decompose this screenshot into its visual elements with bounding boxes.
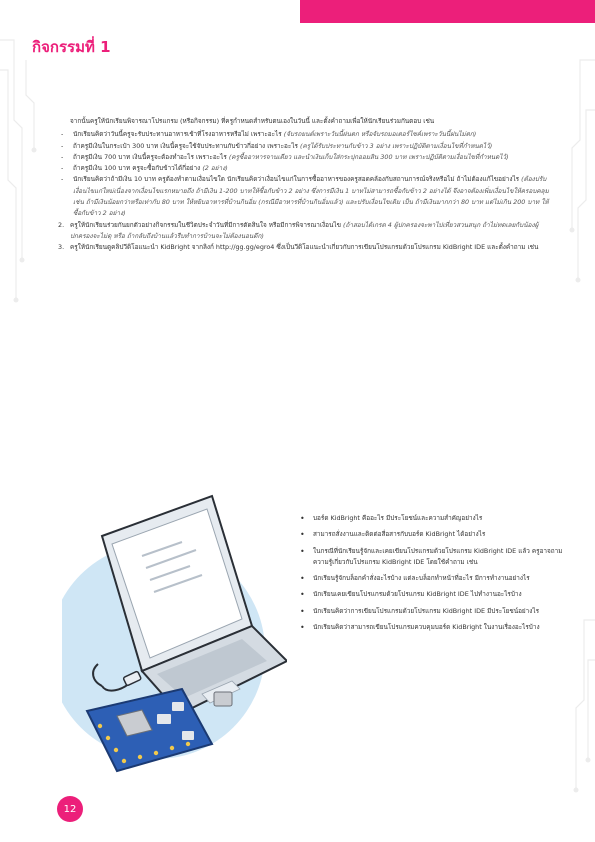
list-item: • ในกรณีที่นักเรียนรู้จักและเคยเขียนโปรแกรมด้วยโปรแกรม KidBright IDE แล้ว ครูอาจถามความรู้เกี่ยวกับโปรแกรม KidBright IDE โดยใช้คำถาม เช่น [298, 546, 564, 569]
page-number: 12 [57, 796, 83, 822]
intro-paragraph: จากนั้นครูให้นักเรียนพิจารณาโปรแกรม (หรือกิจกรรม) ที่ครูกำหนดสำหรับตนเองในวันนี้ และตั้งคำถามเพื่อให้นักเรียนร่วมกันตอบ เช่น [70, 117, 435, 125]
section-text: ครูให้นักเรียนร่วยกันยกตัวอย่างกิจกรรมในชีวิตประจำวันที่มีการตัดสินใจ หรือมีการพิจารณาเงื่อนไข [70, 220, 341, 229]
question-text: ถ้าครูมีเงิน 700 บาท เงินนี้ครูจะต้องทำอะไร เพราะอะไร [73, 152, 227, 161]
section-number: 3. [58, 243, 65, 252]
section-number: 2. [58, 220, 65, 229]
question-text: ถ้าครูมีเงินในกระเป๋า 300 บาท เงินนี้ครูจะใช้จับประทานกับข้าวกี่อย่าง เพราะอะไร [73, 141, 298, 150]
list-item [58, 129, 556, 140]
answer-note: (ครูได้รับประทานกับข้าว 3 อย่าง เพราะปฏิบัติตามเงื่อนไขที่กำหนดไว้) [300, 141, 493, 150]
section-3 [58, 242, 556, 253]
question-text: ถ้าครูมีเงิน 100 บาท ครูจะซื้อกับข้าวได้กี่อย่าง [73, 164, 201, 173]
kidbright-question-list [298, 513, 564, 638]
list-item: • บอร์ด KidBright คืออะไร มีประโยชน์และความสำคัญอย่างไร [298, 513, 564, 524]
page-title: กิจกรรมที่ 1 [32, 38, 111, 56]
list-item [58, 152, 556, 163]
answer-note: (2 อย่าง) [202, 164, 228, 173]
body-content [58, 116, 556, 254]
answer-note: (ต้องปรับเงื่อนไขแก่ใหม่เนื่องจากเงื่อนไขแรกหมายถึง ถ้ามีเงิน 1-200 บาทให้ซื้อกับข้าว 2 อย่าง ซึ่งการมีเงิน 1 บาทไม่สามารถซื้อกับข้าว 2 อย่างได้ จึงอาจต้องเพิ่มเงื่อนไขให้ครอบคลุม เช่น ถ้ามีเงินน้อยกว่าหรือเท่ากับ 80 บาท ให้หยิบอาหารที่บ้านกินอิ่ม (กรณีมีอาหารที่บ้านกินอิ่มแล้ว) และปรับเงื่อนไขเดิม เป็น ถ้ามีเงินมากกว่า 80 บาท แต่ไม่เกิน 200 บาท ให้ซื้อกับข้าว 2 อย่าง) [73, 175, 549, 218]
list-item [58, 174, 556, 219]
question-text: นักเรียนคิดว่าวันนี้ครูจะรับประทานอาหารเช้าที่โรงอาหารหรือไม่ เพราะอะไร [73, 130, 282, 139]
answer-note: (จับรถยนต์เพราะวันนี้ฝนตก หรือจับรถมอเตอร์ไซค์เพราะวันนี้ฝนไม่ตก) [283, 130, 477, 139]
list-item [58, 163, 556, 174]
list-item: • สามารถสั่งงานและติดต่อสื่อสารกับบอร์ด KidBright ได้อย่างไร [298, 529, 564, 540]
list-item: • นักเรียนรู้จักบล็อกคำสั่งอะไรบ้าง แต่ละบล็อกทำหน้าที่อะไร มีการทำงานอย่างไร [298, 573, 564, 584]
section-2 [58, 220, 556, 243]
list-item [58, 141, 556, 152]
list-item: • นักเรียนคิดว่าการเขียนโปรแกรมด้วยโปรแกรม KidBright IDE มีประโยชน์อย่างไร [298, 606, 564, 617]
header-accent-bar [300, 0, 595, 23]
list-item: • นักเรียนคิดว่าสามารถเขียนโปรแกรมควบคุมบอร์ด KidBright ในงานเรื่องอะไรบ้าง [298, 622, 564, 633]
question-list [58, 129, 556, 219]
answer-note: (ครูซื้ออาหารจานเดียว และนำเงินเก็บใส่กระปุกออมสิน 300 บาท เพราะปฏิบัติตามเงื่อนไขที่กำหนดไว้) [228, 152, 509, 161]
list-item: • นักเรียนเคยเขียนโปรแกรมด้วยโปรแกรม KidBright IDE ไปทำงานอะไรบ้าง [298, 589, 564, 600]
question-text: นักเรียนคิดว่าถ้ามีเงิน 10 บาท ครูต้องทำตามเงื่อนไขใด นักเรียนคิดว่าเงื่อนไขแก่ในการซื้ออาหารของครูสอดคล้องกับสถานการณ์จริงหรือไม่ ถ้าไม่ต้องแก้ไขอย่างไร [73, 175, 520, 184]
section-text: ครูให้นักเรียนดูคลิปวีดิโอแนะนำ KidBright จากลิงก์ http://gg.gg/egro4 ซึ่งเป็นวีดิโอแนะนำเกี่ยวกับการเขียนโปรแกรมด้วยโปรแกรม KidBright IDE และตั้งคำถาม เช่น [70, 243, 539, 252]
section-note: (ถ้าสอบได้เกรด 4 ผู้ปกครองจะพาไปเที่ยวสวนสนุก ถ้าไม่ทดเลยกับน้องผู้ปกครองจะไม่ดุ หรือ ถ้ากลับถึงบ้านแล้วรีบทำการบ้านจะไม่ต้องนอนดึก) [70, 220, 539, 240]
laptop-kidbright-illustration [62, 476, 287, 776]
